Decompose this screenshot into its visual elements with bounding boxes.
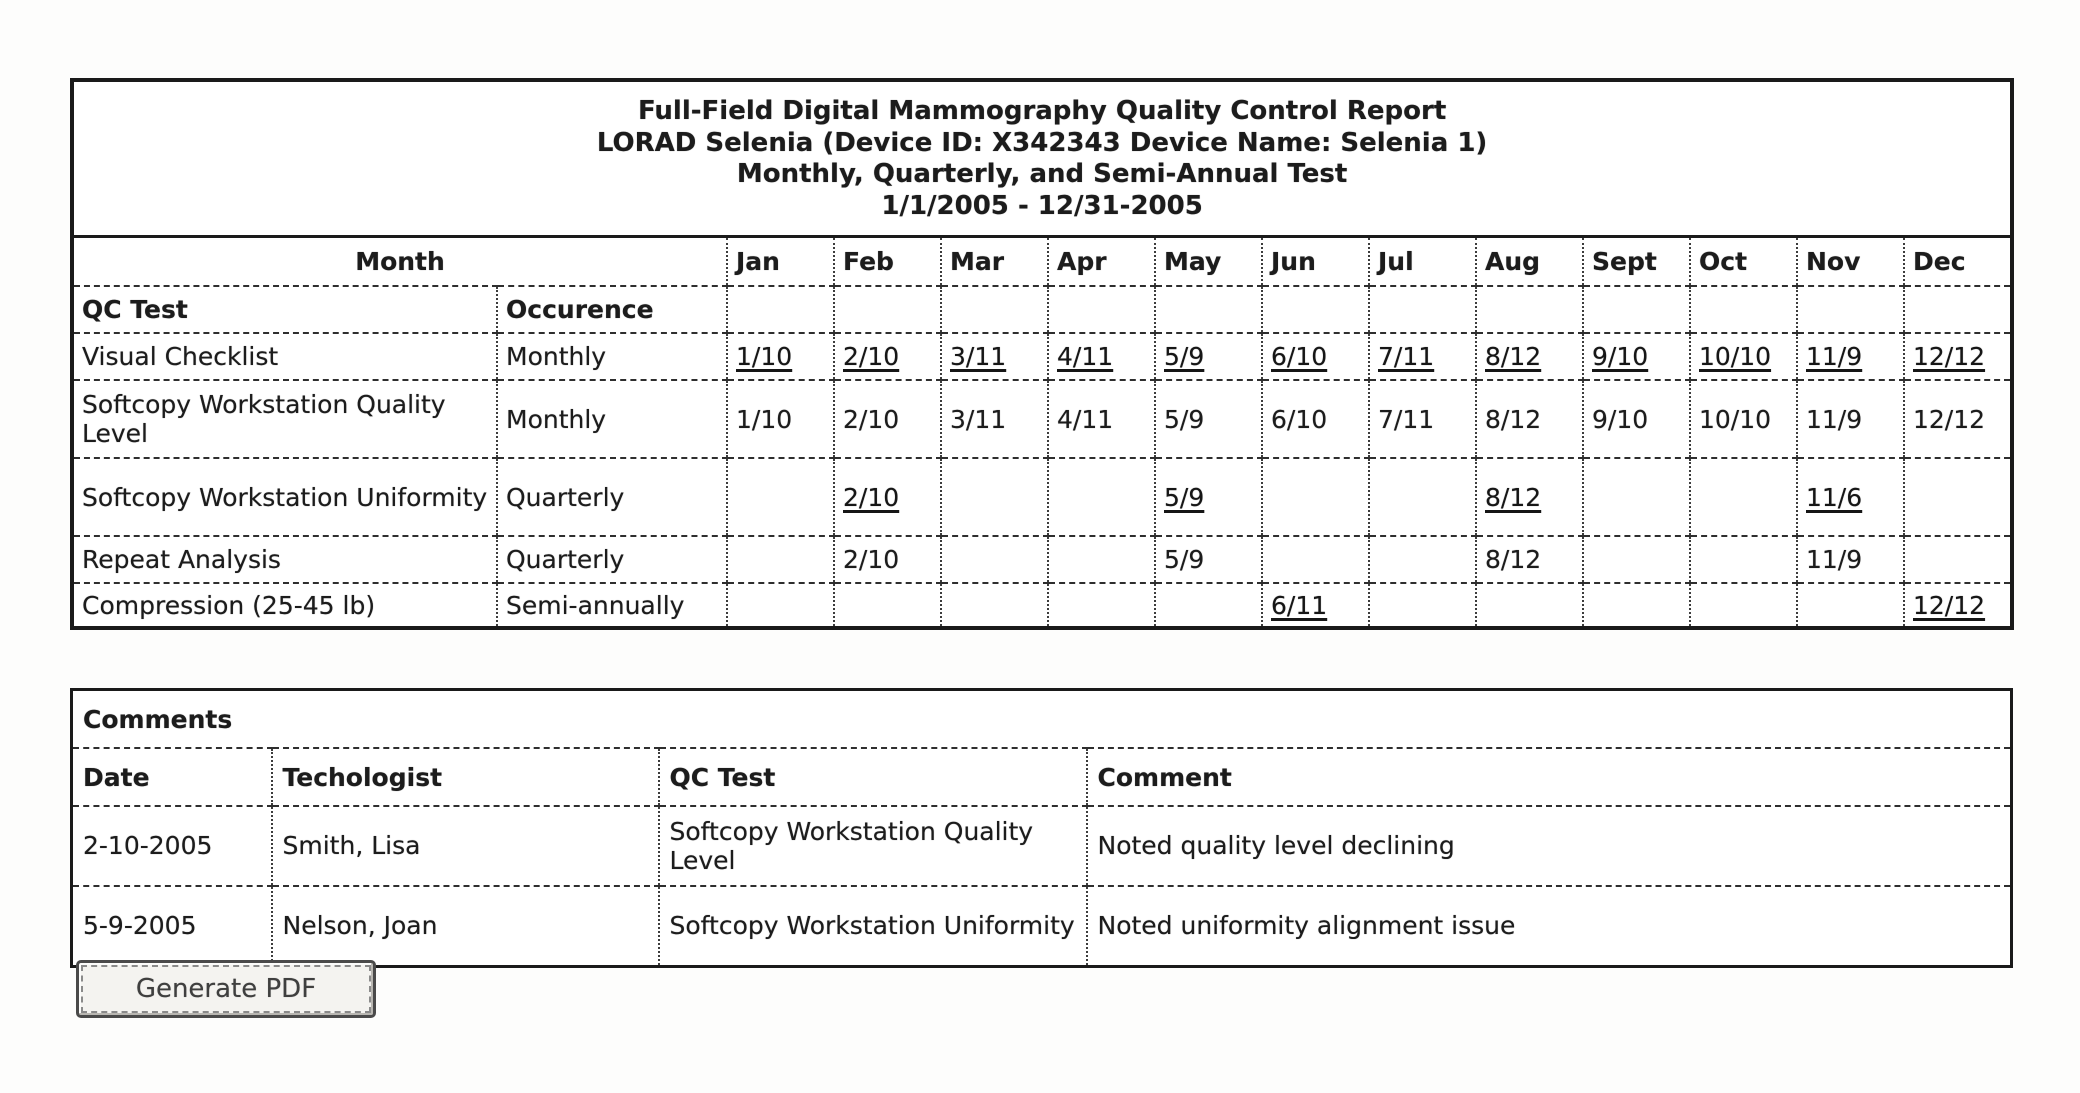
qc-value-cell	[727, 333, 834, 380]
empty-cell-may	[1155, 286, 1262, 333]
report-device-line: LORAD Selenia (Device ID: X342343 Device Name: Selenia 1)	[596, 127, 1488, 158]
date-column-header: Date	[72, 748, 272, 806]
qc-value-text: 5/9	[1164, 545, 1205, 575]
qc-test-row	[72, 536, 2012, 583]
qc-value-link[interactable]: 10/10	[1699, 342, 1772, 372]
qc-value-link[interactable]: 5/9	[1164, 482, 1205, 512]
month-header-may: May	[1155, 236, 1262, 286]
qc-value-cell	[1904, 333, 2012, 380]
month-header-sept: Sept	[1583, 236, 1690, 286]
qc-test-row	[72, 380, 2012, 458]
comment-column-header: Comment	[1087, 748, 2012, 806]
qc-value-cell	[1583, 583, 1690, 628]
empty-cell-feb	[834, 286, 941, 333]
month-header-feb: Feb	[834, 236, 941, 286]
month-header-apr: Apr	[1048, 236, 1155, 286]
month-header-oct: Oct	[1690, 236, 1797, 286]
qc-value-cell	[834, 536, 941, 583]
qc-value-cell	[1476, 536, 1583, 583]
qc-value-cell	[1262, 458, 1369, 536]
qc-value-cell	[1583, 380, 1690, 458]
qc-value-link[interactable]: 4/11	[1057, 342, 1114, 372]
qc-test-name: Visual Checklist	[72, 333, 497, 380]
techologist-column-header: Techologist	[272, 748, 659, 806]
qc-value-text: 9/10	[1592, 404, 1649, 434]
qc-value-cell	[1155, 536, 1262, 583]
qc-value-cell	[1262, 333, 1369, 380]
qc-value-cell	[1476, 333, 1583, 380]
qc-value-text: 3/11	[950, 404, 1007, 434]
comment-date: 2-10-2005	[72, 806, 272, 886]
qc-value-cell	[834, 333, 941, 380]
comment-qc-test: Softcopy Workstation Uniformity	[659, 886, 1087, 966]
qc-value-link[interactable]: 9/10	[1592, 342, 1649, 372]
month-header-mar: Mar	[941, 236, 1048, 286]
qc-value-cell	[1262, 380, 1369, 458]
qc-value-cell	[1369, 380, 1476, 458]
qc-value-link[interactable]: 2/10	[843, 342, 900, 372]
qc-test-column-header: QC Test	[72, 286, 497, 333]
qc-value-cell	[1262, 583, 1369, 628]
qc-value-cell	[727, 536, 834, 583]
qc-value-cell	[1797, 536, 1904, 583]
qc-value-link[interactable]: 6/10	[1271, 342, 1328, 372]
qc-value-cell	[1904, 583, 2012, 628]
qc-value-cell	[1048, 380, 1155, 458]
occurence-value: Monthly	[497, 380, 727, 458]
qc-value-text: 7/11	[1378, 404, 1435, 434]
occurence-value: Monthly	[497, 333, 727, 380]
qc-value-cell	[1048, 536, 1155, 583]
empty-cell-sept	[1583, 286, 1690, 333]
qc-value-cell	[1369, 583, 1476, 628]
empty-cell-nov	[1797, 286, 1904, 333]
qc-value-cell	[1155, 333, 1262, 380]
qc-value-cell	[1048, 583, 1155, 628]
qc-value-cell	[1797, 333, 1904, 380]
qc-value-text: 4/11	[1057, 404, 1114, 434]
qc-value-link[interactable]: 12/12	[1913, 342, 1986, 372]
qc-value-cell	[1048, 458, 1155, 536]
qc-value-link[interactable]: 2/10	[843, 482, 900, 512]
month-header-jul: Jul	[1369, 236, 1476, 286]
qc-value-link[interactable]: 8/12	[1485, 342, 1542, 372]
qc-value-cell	[1690, 536, 1797, 583]
qc-test-row	[72, 458, 2012, 536]
qc-value-cell	[1797, 380, 1904, 458]
qc-value-text: 11/9	[1806, 404, 1863, 434]
qc-value-cell	[1583, 536, 1690, 583]
qc-value-cell	[941, 333, 1048, 380]
qc-value-text: 5/9	[1164, 404, 1205, 434]
qc-test-name: Repeat Analysis	[72, 536, 497, 583]
month-header-aug: Aug	[1476, 236, 1583, 286]
month-header-dec: Dec	[1904, 236, 2012, 286]
comment-row	[72, 806, 2012, 886]
empty-cell-jan	[727, 286, 834, 333]
qc-value-cell	[1369, 333, 1476, 380]
empty-cell-mar	[941, 286, 1048, 333]
qc-value-cell	[1476, 380, 1583, 458]
qc-value-cell	[1797, 458, 1904, 536]
comment-row	[72, 886, 2012, 966]
report-test-types-line: Monthly, Quarterly, and Semi-Annual Test	[736, 159, 1348, 190]
qc-test-name: Softcopy Workstation Uniformity	[72, 458, 497, 536]
report-date-range: 1/1/2005 - 12/31-2005	[881, 191, 1203, 222]
qc-value-cell	[1262, 536, 1369, 583]
comment-text: Noted uniformity alignment issue	[1087, 886, 2012, 966]
qc-value-cell	[1690, 333, 1797, 380]
comments-title: Comments	[83, 704, 233, 734]
qc-value-cell	[1155, 583, 1262, 628]
qc-value-text: 8/12	[1485, 545, 1542, 575]
empty-cell-oct	[1690, 286, 1797, 333]
qc-value-cell	[727, 583, 834, 628]
comment-text: Noted quality level declining	[1087, 806, 2012, 886]
qc-value-cell	[1155, 380, 1262, 458]
comment-qc-test: Softcopy Workstation Quality Level	[659, 806, 1087, 886]
report-title: Full-Field Digital Mammography Quality Control Report	[637, 96, 1447, 126]
qc-value-cell	[1904, 536, 2012, 583]
empty-cell-dec	[1904, 286, 2012, 333]
qc-value-link[interactable]: 11/9	[1806, 342, 1863, 372]
qc-test-row	[72, 333, 2012, 380]
qc-value-cell	[1904, 458, 2012, 536]
month-header-jan: Jan	[727, 236, 834, 286]
qc-value-link[interactable]: 5/9	[1164, 342, 1205, 372]
qc-value-cell	[727, 380, 834, 458]
report-title-cell	[72, 80, 2012, 236]
qc-value-cell	[1369, 536, 1476, 583]
column-header-row	[72, 286, 2012, 333]
qc-value-cell	[1476, 583, 1583, 628]
qc-value-cell	[1690, 583, 1797, 628]
comments-title-row	[72, 690, 2012, 749]
qc-value-cell	[1583, 458, 1690, 536]
qc-value-cell	[1476, 458, 1583, 536]
qc-value-cell	[1583, 333, 1690, 380]
occurence-value: Semi-annually	[497, 583, 727, 628]
qc-value-cell	[941, 458, 1048, 536]
qc-value-text: 6/10	[1271, 404, 1328, 434]
generate-pdf-button[interactable]: Generate PDF	[76, 960, 376, 1018]
empty-cell-jul	[1369, 286, 1476, 333]
comment-technologist: Nelson, Joan	[272, 886, 659, 966]
qc-value-cell	[834, 458, 941, 536]
qc-value-text: 12/12	[1913, 404, 1986, 434]
month-span-header: Month	[72, 236, 727, 286]
qc-value-cell	[941, 380, 1048, 458]
empty-cell-apr	[1048, 286, 1155, 333]
month-header-jun: Jun	[1262, 236, 1369, 286]
qc-test-name: Softcopy Workstation Quality Level	[72, 380, 497, 458]
qc-value-cell	[1369, 458, 1476, 536]
qc-test-column-header-comments: QC Test	[659, 748, 1087, 806]
month-header-nov: Nov	[1797, 236, 1904, 286]
empty-cell-jun	[1262, 286, 1369, 333]
qc-value-cell	[941, 583, 1048, 628]
qc-value-text: 10/10	[1699, 404, 1772, 434]
qc-value-text: 1/10	[736, 404, 793, 434]
qc-value-text: 11/9	[1806, 545, 1863, 575]
comment-technologist: Smith, Lisa	[272, 806, 659, 886]
qc-value-cell	[1048, 333, 1155, 380]
qc-value-link[interactable]: 3/11	[950, 342, 1007, 372]
qc-test-row	[72, 583, 2012, 628]
qc-value-text: 8/12	[1485, 404, 1542, 434]
qc-value-cell	[941, 536, 1048, 583]
comments-table	[70, 688, 2013, 968]
qc-value-link[interactable]: 7/11	[1378, 342, 1435, 372]
month-header-row	[72, 236, 2012, 286]
qc-value-cell	[1904, 380, 2012, 458]
qc-value-link[interactable]: 6/11	[1271, 590, 1328, 620]
qc-value-link[interactable]: 12/12	[1913, 590, 1986, 620]
qc-value-text: 2/10	[843, 545, 900, 575]
qc-value-cell	[1690, 458, 1797, 536]
qc-value-cell	[834, 583, 941, 628]
qc-value-cell	[1690, 380, 1797, 458]
qc-value-cell	[834, 380, 941, 458]
occurence-value: Quarterly	[497, 458, 727, 536]
qc-value-text: 2/10	[843, 404, 900, 434]
comments-header-row	[72, 748, 2012, 806]
qc-value-link[interactable]: 8/12	[1485, 482, 1542, 512]
empty-cell-aug	[1476, 286, 1583, 333]
qc-value-link[interactable]: 11/6	[1806, 482, 1863, 512]
qc-schedule-table	[70, 78, 2014, 630]
report-title-block	[72, 80, 2012, 236]
comment-date: 5-9-2005	[72, 886, 272, 966]
qc-value-link[interactable]: 1/10	[736, 342, 793, 372]
qc-value-cell	[727, 458, 834, 536]
qc-value-cell	[1797, 583, 1904, 628]
occurence-column-header: Occurence	[497, 286, 727, 333]
occurence-value: Quarterly	[497, 536, 727, 583]
qc-test-name: Compression (25-45 lb)	[72, 583, 497, 628]
qc-value-cell	[1155, 458, 1262, 536]
